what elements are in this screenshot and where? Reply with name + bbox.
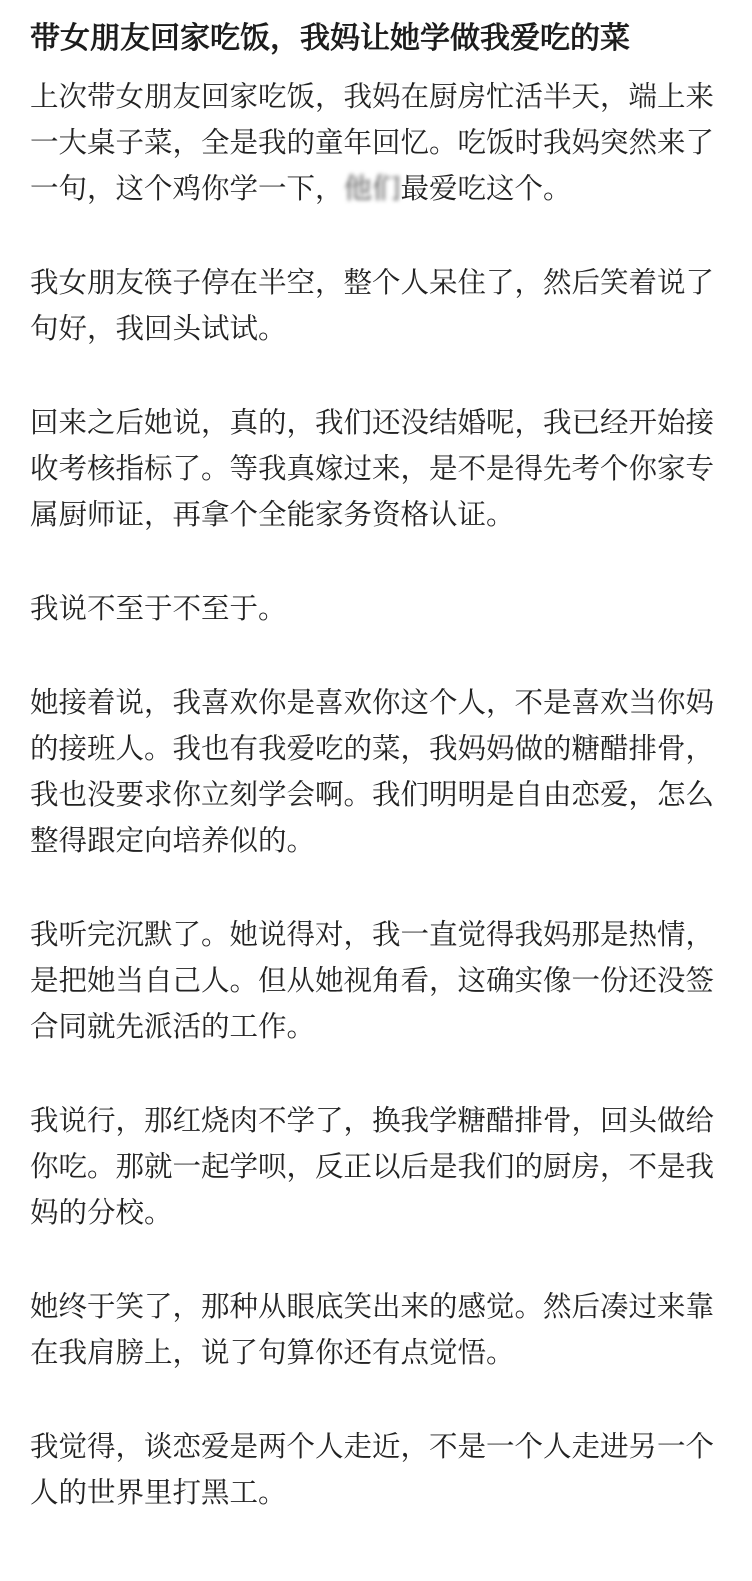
paragraph-text: 最爱吃这个。: [400, 172, 572, 205]
article-title: 带女朋友回家吃饭，我妈让她学做我爱吃的菜: [30, 21, 630, 56]
paragraph: 她接着说，我喜欢你是喜欢你这个人，不是喜欢当你妈的接班人。我也有我爱吃的菜，我妈妈做的糖醋排骨，我也没要求你立刻学会啊。我们明明是自由恋爱，怎么整得跟定向培养似的。: [30, 686, 715, 857]
paragraph: [30, 74, 722, 212]
paragraph-text: 上次带女朋友回家吃饭，我妈在厨房忙活半天，端上来一大桌子菜，全是我的童年回忆。吃饭时我妈突然来了一句，这个鸡你学一下，: [30, 80, 715, 205]
paragraph: 我说不至于不至于。: [30, 592, 287, 625]
paragraph: 我女朋友筷子停在半空，整个人呆住了，然后笑着说了句好，我回头试试。: [30, 266, 715, 345]
redacted-text: 他们: [343, 172, 401, 205]
paragraph: 我说行，那红烧肉不学了，换我学糖醋排骨，回头做给你吃。那就一起学呗，反正以后是我们的厨房，不是我妈的分校。: [30, 1104, 715, 1229]
paragraph: 回来之后她说，真的，我们还没结婚呢，我已经开始接收考核指标了。等我真嫁过来，是不是得先考个你家专属厨师证，再拿个全能家务资格认证。: [30, 406, 715, 531]
paragraph: 她终于笑了，那种从眼底笑出来的感觉。然后凑过来靠在我肩膀上，说了句算你还有点觉悟。: [30, 1290, 715, 1369]
paragraph: 我觉得，谈恋爱是两个人走近，不是一个人走进另一个人的世界里打黑工。: [30, 1430, 715, 1509]
article: [30, 16, 722, 1564]
paragraph: 我听完沉默了。她说得对，我一直觉得我妈那是热情，是把她当自己人。但从她视角看，这确实像一份还没签合同就先派活的工作。: [30, 918, 715, 1043]
